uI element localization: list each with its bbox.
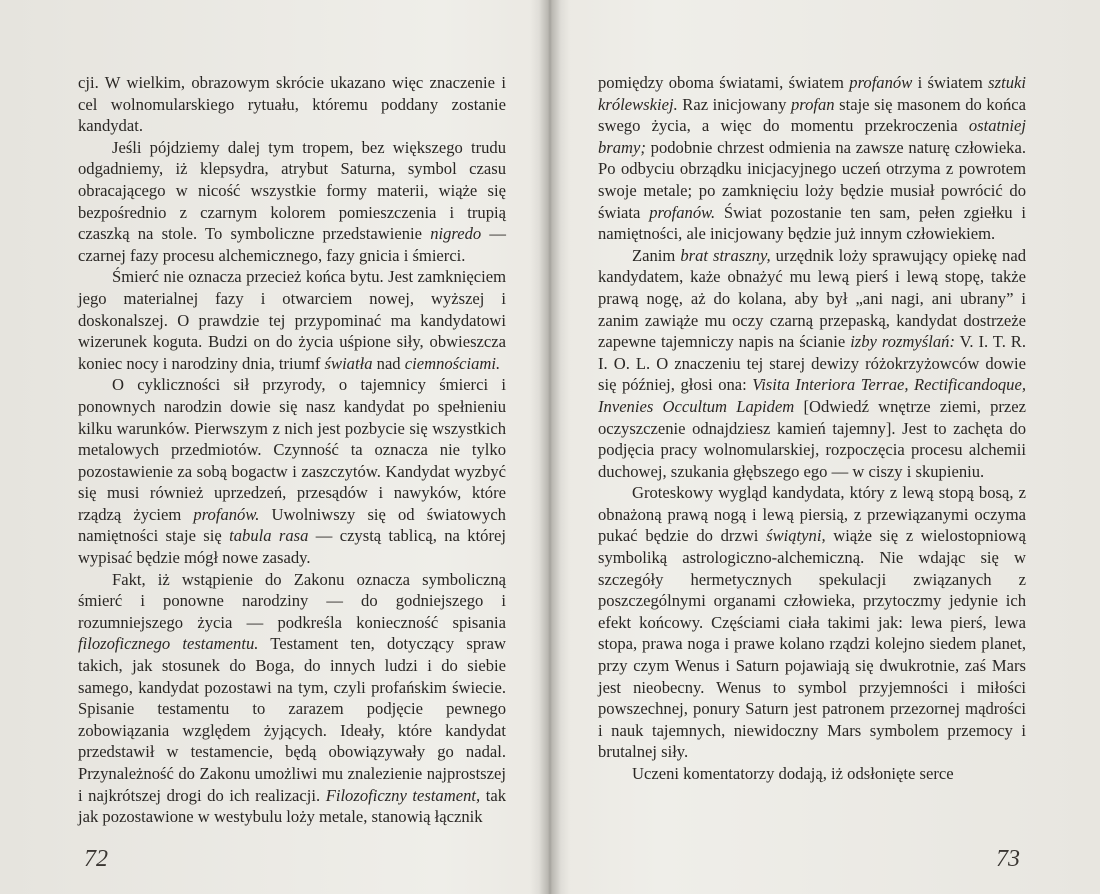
italic-run: ostatniej bramy; <box>598 116 1026 157</box>
italic-run: profan <box>790 94 835 114</box>
text-run: Jeśli pójdziemy dalej tym tropem, bez większego trudu odgadniemy, iż klepsydra, atrybut Saturna, symbol czasu obracającego w nicość wszystkie formy materii, wiąże się bezpośrednio z czarnym kolorem pomieszczenia i trupią czaszką na stole. To symboliczne przedstawienie <box>78 137 506 244</box>
text-run: Zanim <box>632 245 681 265</box>
italic-run: Visita Interiora Terrae, Rectificandoque, Invenies Occultum Lapidem <box>598 375 1026 416</box>
text-run: tak jak pozostawione w westybulu loży metale, stanowią łącznik <box>78 785 506 827</box>
italic-run: profanów <box>849 73 913 92</box>
text-run: Śmierć nie oznacza przecież końca bytu. Jest zamknięciem jego materialnej fazy i otwarciem nowej, wyższej i doskonalszej. O prawdzie tej przypominać ma kandydatowi wizerunek koguta. Budzi on do życia uśpione siły, obwieszcza koniec nocy i narodziny dnia, triumf <box>78 267 506 373</box>
text-run: Uwolniwszy się od światowych namiętności staje się <box>78 504 506 546</box>
text-run: [Odwiedź wnętrze ziemi, przez oczyszczenie odnajdziesz kamień tajemny]. Jest to zachęta do podjęcia pracy wolnomularskiej, rozpoczęcia procesu alchemii duchowej, szukania głębszego ego — w ciszy i skupieniu. <box>598 396 1026 481</box>
text-run: Testament ten, dotyczący spraw takich, jak stosunek do Boga, do innych ludzi i do siebie samego, kandydat pozostawi na tym, czyli profańskim świecie. Spisanie testamentu to zarazem podjęcie pewnego zobowiązania względem żyjących. Ideały, które kandydat przedstawił w testamencie, będą obowiązywały go nadal. Przynależność do Zakonu umożliwi mu znalezienie najprostszej i najkrótszej drogi do ich realizacji. <box>78 634 506 805</box>
page-number-right: 73 <box>996 846 1020 872</box>
italic-run: izby rozmyślań: <box>850 332 955 352</box>
paragraph <box>78 137 506 267</box>
italic-run: brat straszny, <box>680 245 771 265</box>
italic-run: sztuki królewskiej. <box>598 73 1026 114</box>
paragraph <box>78 374 506 568</box>
text-run: V. I. T. R. I. O. L. O znaczeniu tej starej dewizy różokrzyżowców dowie się później, głosi ona: <box>598 332 1026 395</box>
text-run: Groteskowy wygląd kandydata, który z lewą stopą bosą, z obnażoną prawą nogą i lewą piersią, z przewiązanymi oczyma pukać będzie do drzwi <box>598 483 1026 546</box>
paragraph <box>78 72 506 137</box>
text-run: O cykliczności sił przyrody, o tajemnicy śmierci i ponownych narodzin dowie się nasz kandydat po spełnieniu kilku warunków. Pierwszym z nich jest pozbycie się wszystkich metalowych przedmiotów. Czynność ta oznacza nie tylko pozostawienie za sobą bogactw i zaszczytów. Kandydat wyzbyć się musi również uprzedzeń, przesądów i nawyków, które rządzą życiem <box>78 375 506 524</box>
text-run: i światem <box>912 73 989 92</box>
text-run: staje się masonem do końca swego życia, a więc do momentu przekroczenia <box>598 94 1026 136</box>
text-run: nad <box>372 353 405 373</box>
italic-run: filozoficznego testamentu. <box>78 634 259 654</box>
page-number-left: 72 <box>84 846 108 872</box>
text-run: podobnie chrzest odmienia na zawsze naturę człowieka. Po odbyciu obrządku inicjacyjnego uczeń otrzyma z powrotem swoje metale; po zamknięciu loży będzie musiał powrócić do świata <box>598 137 1026 222</box>
italic-run: świątyni, <box>766 526 826 546</box>
text-run: pomiędzy oboma światami, światem <box>598 73 850 92</box>
right-page <box>550 0 1100 894</box>
italic-run: Filozoficzny testament, <box>325 785 481 805</box>
paragraph <box>598 482 1026 763</box>
text-run: — czarnej fazy procesu alchemicznego, fazy gnicia i śmierci. <box>78 224 506 265</box>
italic-run: profanów. <box>649 202 716 222</box>
text-run: urzędnik loży sprawujący opiekę nad kandydatem, każe obnażyć mu lewą pierś i lewą stopę, także prawą nogę, aż do kolana, aby był „ani nagi, ani ubrany” i zanim zawiąże mu oczy czarną przepaską, kandydat dostrzeże zapewne tajemniczy napis na ścianie <box>598 245 1026 352</box>
italic-run: światła <box>324 353 373 373</box>
paragraph <box>598 245 1026 483</box>
text-run: Raz inicjowany <box>677 94 791 114</box>
paragraph <box>78 266 506 374</box>
text-run: Uczeni komentatorzy dodają, iż odsłonięte serce <box>632 764 954 783</box>
text-run: Świat pozostanie ten sam, pełen zgiełku i namiętności, ale inicjowany będzie już innym człowiekiem. <box>598 202 1026 244</box>
right-page-text <box>598 72 1026 785</box>
text-run: cji. W wielkim, obrazowym skrócie ukazano więc znaczenie i cel wolnomularskiego rytuału, któremu poddany zostanie kandydat. <box>78 73 506 136</box>
italic-run: profanów. <box>193 504 260 524</box>
text-run: Fakt, iż wstąpienie do Zakonu oznacza symboliczną śmierć i ponowne narodziny — do godniejszego i rozumniejszego życia — podkreśla konieczność spisania <box>78 569 506 632</box>
italic-run: ciemnościami. <box>404 353 501 373</box>
paragraph <box>598 72 1026 245</box>
paragraph <box>598 763 1026 785</box>
italic-run: nigredo <box>430 224 482 244</box>
text-run: wiąże się z wielostopniową symboliką astrologiczno-alchemiczną. Nie wdając się w szczegóły hermetycznych spekulacji związanych z poszczególnymi organami człowieka, przytoczmy jedynie ich efekt końcowy. Częściami ciała takimi jak: lewa pierś, lewa stopa, prawa noga i prawe kolano rządzi kolejno siedem planet, przy czym Wenus i Saturn pojawiają się dwukrotnie, zaś Mars jest nieobecny. Wenus to symbol przyjemności i miłości powszechnej, ponury Saturn jest patronem przezornej mądrości i nauk tajemnych, niewidoczny Mars symbolem przemocy i brutalnej siły. <box>598 526 1026 762</box>
left-page-text <box>78 72 506 828</box>
italic-run: tabula rasa <box>229 526 309 546</box>
paragraph <box>78 569 506 828</box>
text-run: — czystą tablicą, na której wypisać będzie mógł nowe zasady. <box>78 526 506 568</box>
